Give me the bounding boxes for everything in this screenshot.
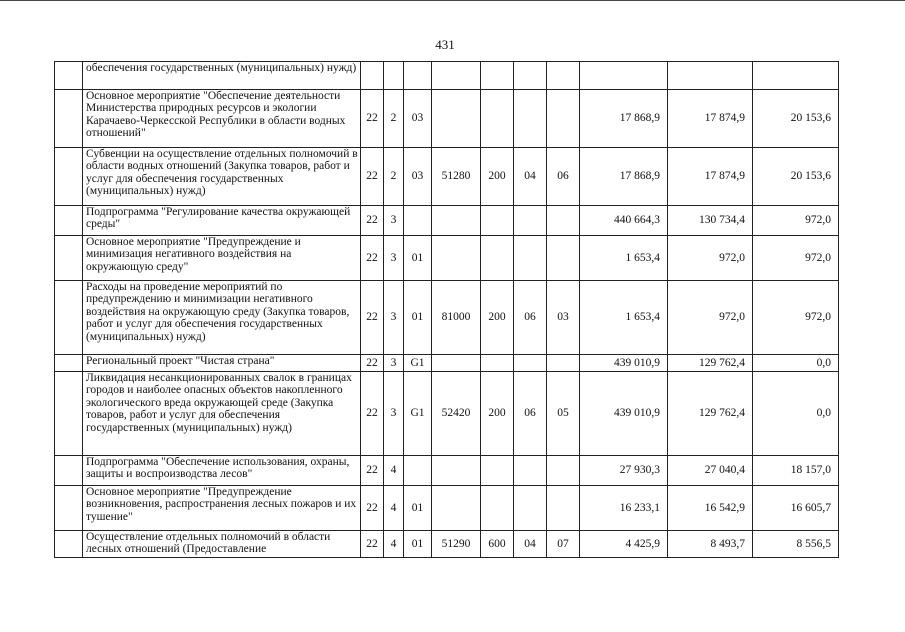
- row-name-cell: Субвенции на осуществление отдельных полномочий в области водных отношений (Закупка товаров, работ и услуг для обеспечения государственных (муниципальных) нужд): [83, 148, 361, 206]
- direction-code-cell: [432, 90, 481, 148]
- amount-year2-cell: 129 762,4: [668, 355, 753, 372]
- row-name-cell: Подпрограмма "Обеспечение использования, охраны, защиты и воспроизводства лесов": [83, 456, 361, 486]
- subsection-cell: [547, 62, 580, 90]
- direction-code-cell: [432, 62, 481, 90]
- expense-type-cell: [481, 355, 514, 372]
- table-row: [55, 206, 839, 236]
- expense-type-cell: [481, 456, 514, 486]
- direction-code-cell: [432, 236, 481, 281]
- amount-year1-cell: 16 233,1: [580, 486, 668, 531]
- expense-type-cell: 200: [481, 372, 514, 456]
- direction-code-cell: [432, 355, 481, 372]
- direction-code-cell: 51280: [432, 148, 481, 206]
- row-index-cell: [55, 486, 83, 531]
- amount-year3-cell: 0,0: [753, 372, 839, 456]
- amount-year2-cell: 17 874,9: [668, 148, 753, 206]
- ministry-code-cell: 22: [361, 486, 384, 531]
- direction-code-cell: [432, 206, 481, 236]
- subprogram-code-cell: 4: [384, 486, 404, 531]
- amount-year1-cell: 27 930,3: [580, 456, 668, 486]
- table-row: [55, 90, 839, 148]
- event-code-cell: 01: [404, 486, 432, 531]
- amount-year1-cell: 1 653,4: [580, 281, 668, 355]
- table-row: [55, 372, 839, 456]
- amount-year2-cell: 129 762,4: [668, 372, 753, 456]
- expense-type-cell: 200: [481, 148, 514, 206]
- row-name-cell: Основное мероприятие "Предупреждение возникновения, распространения лесных пожаров и их тушение": [83, 486, 361, 531]
- amount-year3-cell: 20 153,6: [753, 90, 839, 148]
- section-cell: [514, 355, 547, 372]
- row-name-cell: Подпрограмма "Регулирование качества окружающей среды": [83, 206, 361, 236]
- expense-type-cell: [481, 62, 514, 90]
- section-cell: 06: [514, 372, 547, 456]
- direction-code-cell: 51290: [432, 531, 481, 558]
- row-index-cell: [55, 148, 83, 206]
- amount-year1-cell: [580, 62, 668, 90]
- row-name-cell: Осуществление отдельных полномочий в области лесных отношений (Предоставление: [83, 531, 361, 558]
- direction-code-cell: 52420: [432, 372, 481, 456]
- expense-type-cell: [481, 90, 514, 148]
- subprogram-code-cell: [384, 62, 404, 90]
- row-index-cell: [55, 531, 83, 558]
- row-name-cell: обеспечения государственных (муниципальных) нужд): [83, 62, 361, 90]
- direction-code-cell: 81000: [432, 281, 481, 355]
- section-cell: 04: [514, 531, 547, 558]
- row-index-cell: [55, 372, 83, 456]
- table-row: [55, 236, 839, 281]
- row-index-cell: [55, 90, 83, 148]
- subsection-cell: [547, 90, 580, 148]
- amount-year2-cell: 8 493,7: [668, 531, 753, 558]
- amount-year2-cell: 972,0: [668, 281, 753, 355]
- section-cell: [514, 236, 547, 281]
- expense-type-cell: [481, 486, 514, 531]
- section-cell: [514, 206, 547, 236]
- subprogram-code-cell: 4: [384, 531, 404, 558]
- amount-year1-cell: 17 868,9: [580, 90, 668, 148]
- amount-year1-cell: 4 425,9: [580, 531, 668, 558]
- subsection-cell: [547, 236, 580, 281]
- table-row: [55, 281, 839, 355]
- amount-year3-cell: 18 157,0: [753, 456, 839, 486]
- amount-year1-cell: 439 010,9: [580, 355, 668, 372]
- section-cell: [514, 486, 547, 531]
- table-body: [55, 62, 839, 558]
- event-code-cell: [404, 62, 432, 90]
- ministry-code-cell: 22: [361, 531, 384, 558]
- table-row: [55, 62, 839, 90]
- page-number: 431: [435, 37, 455, 52]
- row-name-cell: Основное мероприятие "Предупреждение и минимизация негативного воздействия на окружающую среду": [83, 236, 361, 281]
- subsection-cell: [547, 456, 580, 486]
- expense-type-cell: [481, 206, 514, 236]
- amount-year3-cell: 0,0: [753, 355, 839, 372]
- event-code-cell: 03: [404, 90, 432, 148]
- row-name-cell: Ликвидация несанкционированных свалок в границах городов и наиболее опасных объектов накопленного экологического вреда окружающей среде (Закупка товаров, работ и услуг для обеспечения государственных (муниципальных) нужд): [83, 372, 361, 456]
- ministry-code-cell: 22: [361, 372, 384, 456]
- event-code-cell: 03: [404, 148, 432, 206]
- subprogram-code-cell: 3: [384, 281, 404, 355]
- amount-year1-cell: 440 664,3: [580, 206, 668, 236]
- subsection-cell: [547, 486, 580, 531]
- amount-year3-cell: 8 556,5: [753, 531, 839, 558]
- row-name-cell: Основное мероприятие "Обеспечение деятельности Министерства природных ресурсов и экологии Карачаево-Черкесской Республики в области водных отношений": [83, 90, 361, 148]
- subsection-cell: 05: [547, 372, 580, 456]
- row-name-cell: Расходы на проведение мероприятий по предупреждению и минимизации негативного воздействия на окружающую среду (Закупка товаров, работ и услуг для обеспечения государственных (муниципальных) нужд): [83, 281, 361, 355]
- amount-year1-cell: 1 653,4: [580, 236, 668, 281]
- amount-year2-cell: 27 040,4: [668, 456, 753, 486]
- ministry-code-cell: 22: [361, 355, 384, 372]
- amount-year3-cell: 16 605,7: [753, 486, 839, 531]
- amount-year3-cell: 20 153,6: [753, 148, 839, 206]
- ministry-code-cell: 22: [361, 148, 384, 206]
- subprogram-code-cell: 4: [384, 456, 404, 486]
- expense-type-cell: 200: [481, 281, 514, 355]
- ministry-code-cell: 22: [361, 90, 384, 148]
- amount-year3-cell: 972,0: [753, 281, 839, 355]
- section-cell: [514, 90, 547, 148]
- section-cell: 06: [514, 281, 547, 355]
- scan-top-edge: [0, 0, 905, 1]
- subprogram-code-cell: 3: [384, 236, 404, 281]
- amount-year2-cell: 17 874,9: [668, 90, 753, 148]
- section-cell: 04: [514, 148, 547, 206]
- amount-year3-cell: [753, 62, 839, 90]
- ministry-code-cell: 22: [361, 206, 384, 236]
- row-index-cell: [55, 456, 83, 486]
- table-row: [55, 456, 839, 486]
- event-code-cell: G1: [404, 355, 432, 372]
- table-row: [55, 148, 839, 206]
- table-row: [55, 355, 839, 372]
- expense-type-cell: [481, 236, 514, 281]
- row-index-cell: [55, 62, 83, 90]
- amount-year2-cell: 130 734,4: [668, 206, 753, 236]
- subsection-cell: [547, 355, 580, 372]
- amount-year2-cell: 972,0: [668, 236, 753, 281]
- expense-type-cell: 600: [481, 531, 514, 558]
- ministry-code-cell: 22: [361, 456, 384, 486]
- ministry-code-cell: [361, 62, 384, 90]
- event-code-cell: [404, 456, 432, 486]
- amount-year3-cell: 972,0: [753, 206, 839, 236]
- ministry-code-cell: 22: [361, 236, 384, 281]
- direction-code-cell: [432, 486, 481, 531]
- table-row: [55, 486, 839, 531]
- amount-year2-cell: 16 542,9: [668, 486, 753, 531]
- subsection-cell: 06: [547, 148, 580, 206]
- subprogram-code-cell: 3: [384, 206, 404, 236]
- amount-year1-cell: 439 010,9: [580, 372, 668, 456]
- subprogram-code-cell: 3: [384, 372, 404, 456]
- budget-table: [54, 61, 839, 558]
- subsection-cell: 07: [547, 531, 580, 558]
- row-index-cell: [55, 355, 83, 372]
- event-code-cell: G1: [404, 372, 432, 456]
- subsection-cell: [547, 206, 580, 236]
- section-cell: [514, 62, 547, 90]
- subprogram-code-cell: 2: [384, 148, 404, 206]
- row-index-cell: [55, 206, 83, 236]
- event-code-cell: 01: [404, 236, 432, 281]
- ministry-code-cell: 22: [361, 281, 384, 355]
- row-index-cell: [55, 281, 83, 355]
- amount-year2-cell: [668, 62, 753, 90]
- amount-year3-cell: 972,0: [753, 236, 839, 281]
- subsection-cell: 03: [547, 281, 580, 355]
- row-index-cell: [55, 236, 83, 281]
- event-code-cell: 01: [404, 531, 432, 558]
- event-code-cell: 01: [404, 281, 432, 355]
- amount-year1-cell: 17 868,9: [580, 148, 668, 206]
- row-name-cell: Региональный проект "Чистая страна": [83, 355, 361, 372]
- subprogram-code-cell: 2: [384, 90, 404, 148]
- table-row: [55, 531, 839, 558]
- direction-code-cell: [432, 456, 481, 486]
- section-cell: [514, 456, 547, 486]
- event-code-cell: [404, 206, 432, 236]
- subprogram-code-cell: 3: [384, 355, 404, 372]
